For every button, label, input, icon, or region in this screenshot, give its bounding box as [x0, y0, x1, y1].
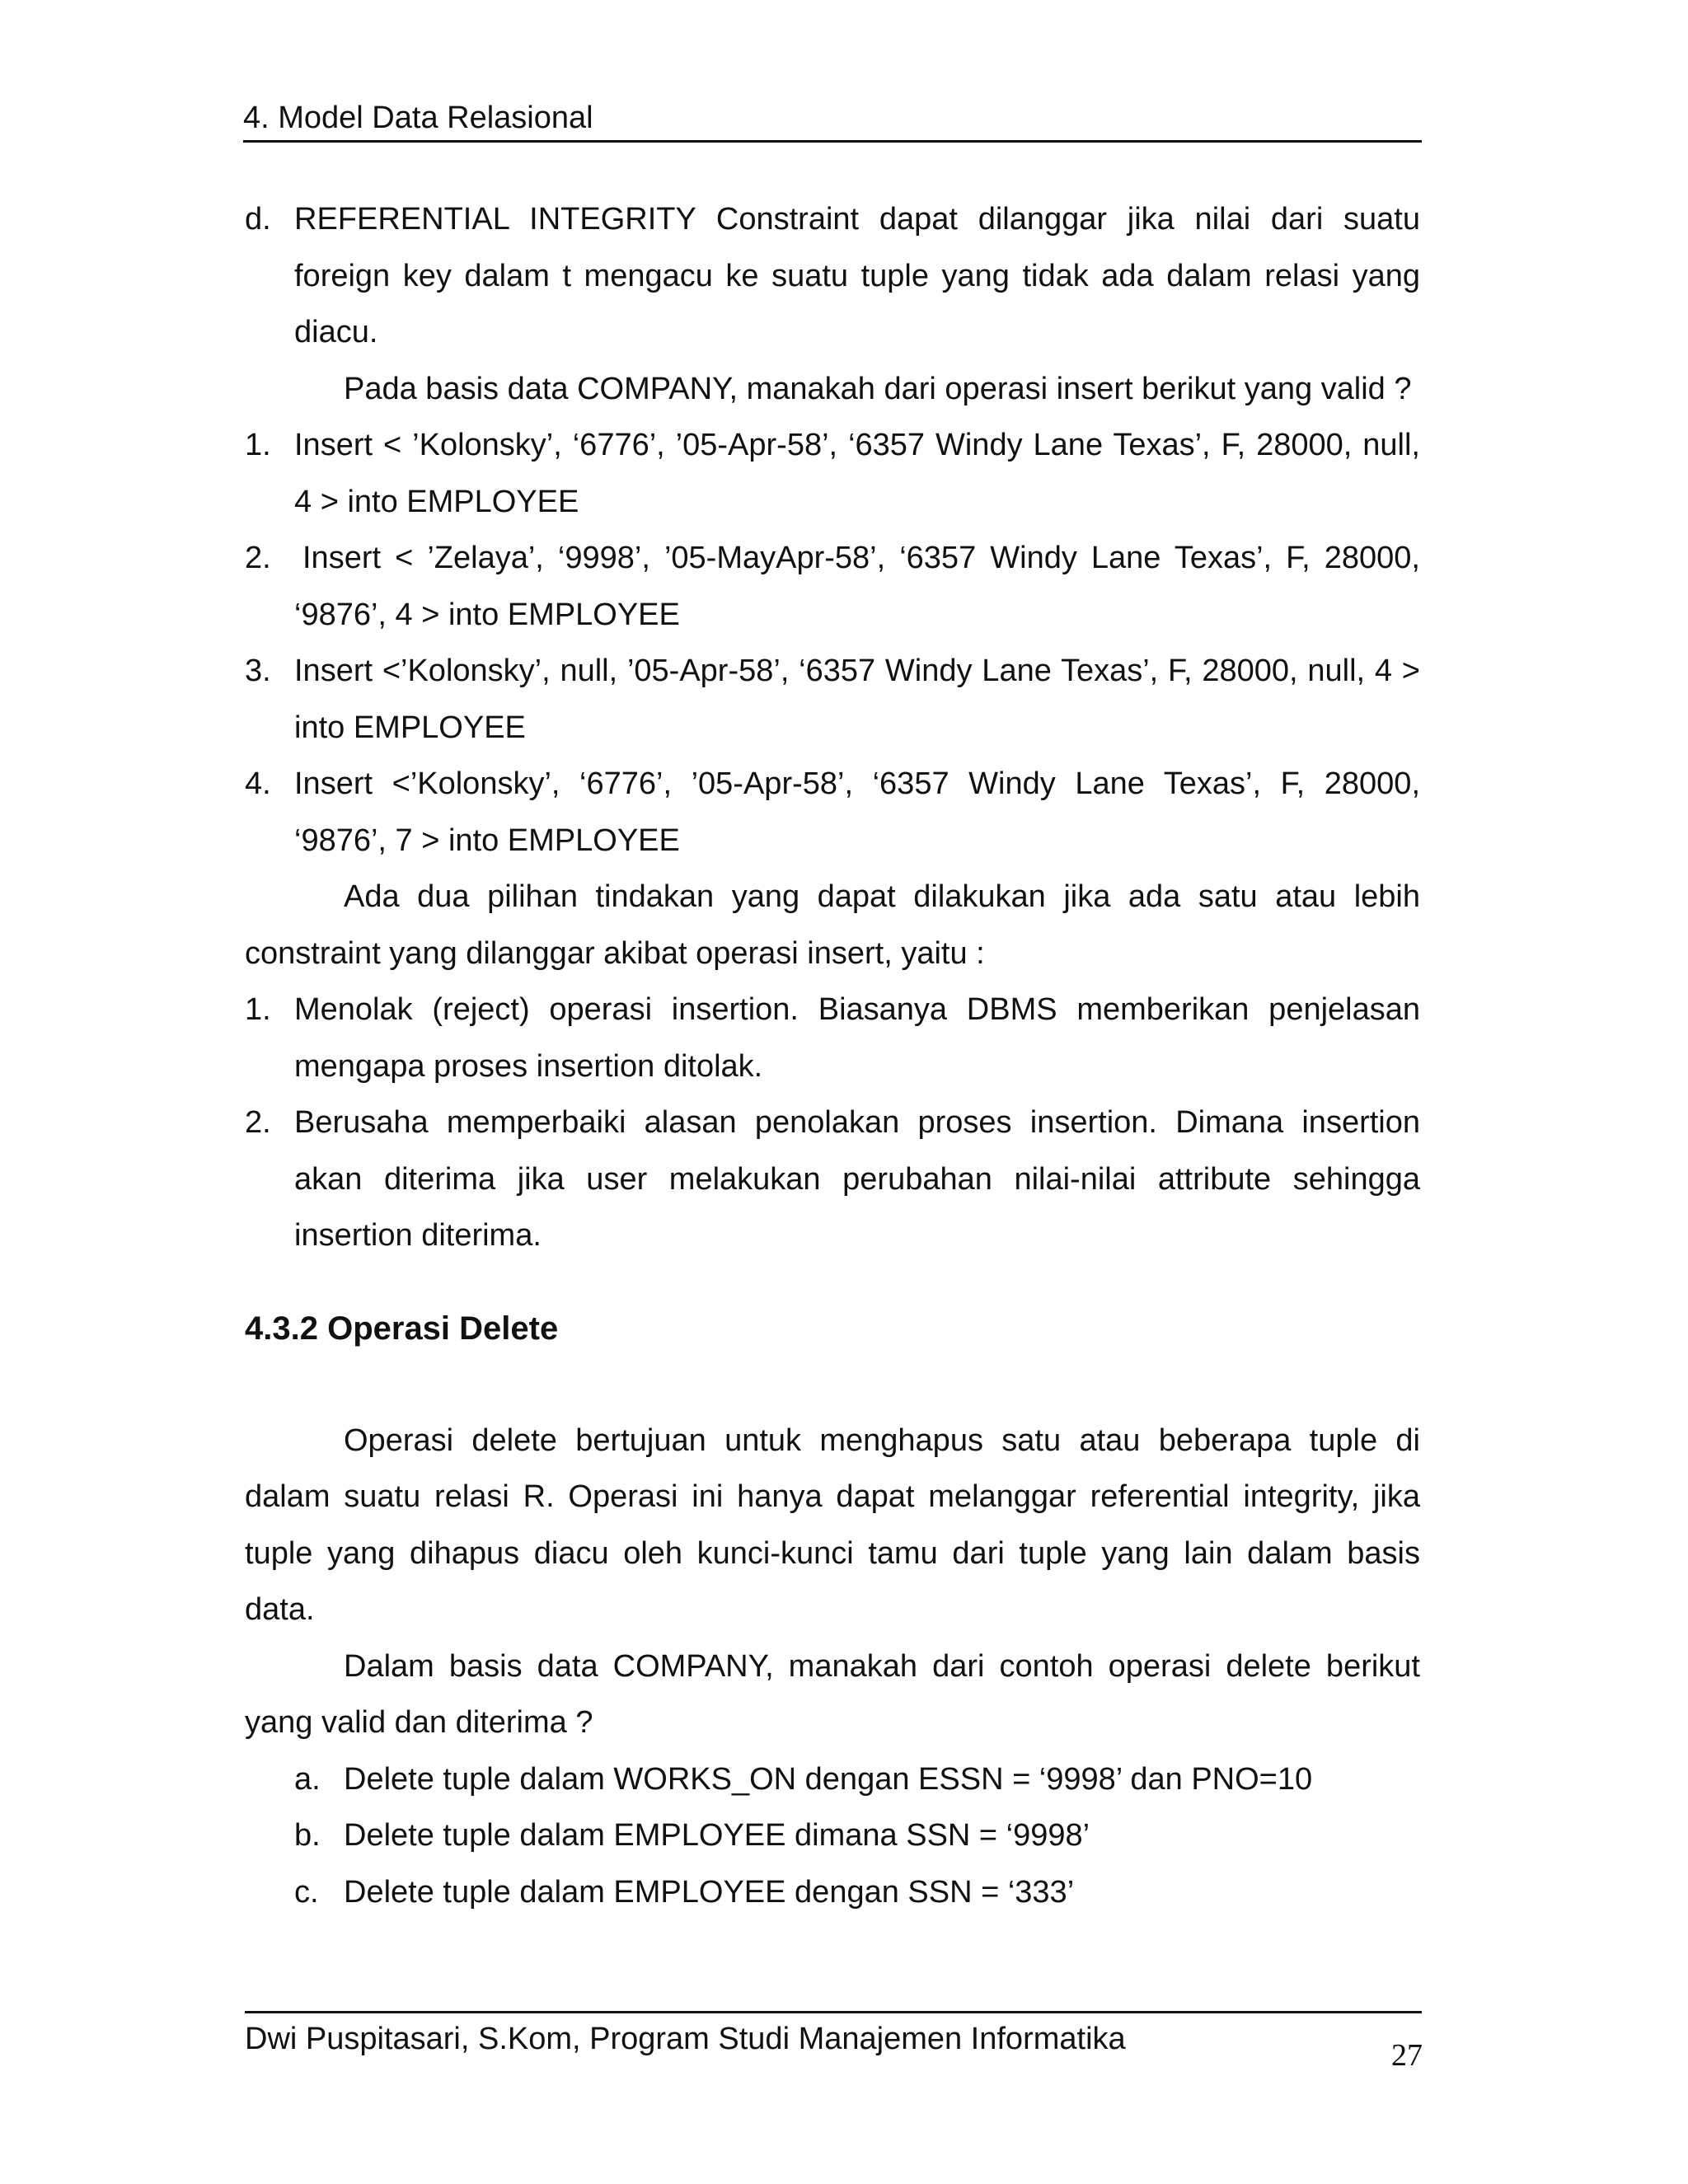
list-item	[245, 530, 1420, 643]
constraint-text: REFERENTIAL INTEGRITY Constraint dapat dilanggar jika nilai dari suatu foreign key dalam t mengacu ke suatu tuple yang tidak ada dalam relasi yang diacu.	[294, 202, 1420, 349]
list-item-text: Berusaha memperbaiki alasan penolakan proses insertion. Dimana insertion akan diterima jika user melakukan perubahan nilai-nilai attribute sehingga insertion diterima.	[294, 1105, 1420, 1253]
page-number: 27	[1391, 2038, 1423, 2073]
actions-list	[245, 982, 1420, 1264]
list-item-text: Delete tuple dalam EMPLOYEE dimana SSN = ‘9998’	[344, 1818, 1090, 1853]
list-marker: 1.	[245, 992, 271, 1027]
list-marker: b.	[294, 1818, 321, 1853]
page-content	[245, 191, 1420, 1920]
list-marker: 4.	[245, 766, 271, 801]
delete-paragraph: Operasi delete bertujuan untuk menghapus satu atau beberapa tuple di dalam suatu relasi R. Operasi ini hanya dapat melanggar referential integrity, jika tuple yang dihapus diacu oleh kunci-kunci tamu dari tuple yang lain dalam basis data.	[245, 1422, 1420, 1627]
list-marker: a.	[294, 1761, 321, 1797]
list-item-text: Insert <’Kolonsky’, ‘6776’, ’05-Apr-58’, ‘6357 Windy Lane Texas’, F, 28000, ‘9876’, 7 > into EMPLOYEE	[294, 766, 1420, 858]
list-marker: 3.	[245, 654, 271, 688]
list-item	[245, 982, 1420, 1094]
list-item	[245, 1094, 1420, 1264]
list-marker: c.	[294, 1874, 319, 1910]
delete-operations-list	[245, 1751, 1420, 1921]
chapter-title: 4. Model Data Relasional	[243, 101, 593, 135]
constraint-item	[245, 191, 1420, 361]
insert-question: Pada basis data COMPANY, manakah dari operasi insert berikut yang valid ?	[344, 371, 1412, 406]
actions-intro: Ada dua pilihan tindakan yang dapat dilakukan jika ada satu atau lebih constraint yang dilanggar akibat operasi insert, yaitu :	[245, 879, 1420, 971]
list-item	[294, 1807, 1420, 1864]
section-heading: 4.3.2 Operasi Delete	[245, 1310, 559, 1347]
list-item-text: Delete tuple dalam WORKS_ON dengan ESSN = ‘9998’ dan PNO=10	[344, 1761, 1313, 1797]
list-item-text: Insert < ’Zelaya’, ‘9998’, ’05-MayApr-58’, ‘6357 Windy Lane Texas’, F, 28000, ‘9876’, 4 > into EMPLOYEE	[294, 541, 1420, 632]
list-marker: d.	[245, 202, 271, 237]
insert-operations-list	[245, 417, 1420, 869]
list-marker: 2.	[245, 541, 271, 575]
list-item-text: Menolak (reject) operasi insertion. Biasanya DBMS memberikan penjelasan mengapa proses insertion ditolak.	[294, 992, 1420, 1084]
list-item	[245, 756, 1420, 869]
list-item-text: Insert < ’Kolonsky’, ‘6776’, ’05-Apr-58’, ‘6357 Windy Lane Texas’, F, 28000, null, 4 > into EMPLOYEE	[294, 428, 1420, 519]
delete-question: Dalam basis data COMPANY, manakah dari contoh operasi delete berikut yang valid dan diterima ?	[245, 1648, 1420, 1740]
list-marker: 1.	[245, 428, 271, 462]
list-item	[245, 417, 1420, 530]
list-item	[294, 1751, 1420, 1808]
list-marker: 2.	[245, 1105, 271, 1140]
list-item-text: Insert <’Kolonsky’, null, ’05-Apr-58’, ‘6357 Windy Lane Texas’, F, 28000, null, 4 > into EMPLOYEE	[294, 654, 1420, 745]
list-item	[294, 1864, 1420, 1921]
page-header	[243, 97, 1422, 143]
footer-divider	[245, 2011, 1422, 2013]
list-item	[245, 643, 1420, 756]
footer-author: Dwi Puspitasari, S.Kom, Program Studi Manajemen Informatika	[245, 2022, 1126, 2056]
list-item-text: Delete tuple dalam EMPLOYEE dengan SSN = ‘333’	[344, 1874, 1075, 1910]
